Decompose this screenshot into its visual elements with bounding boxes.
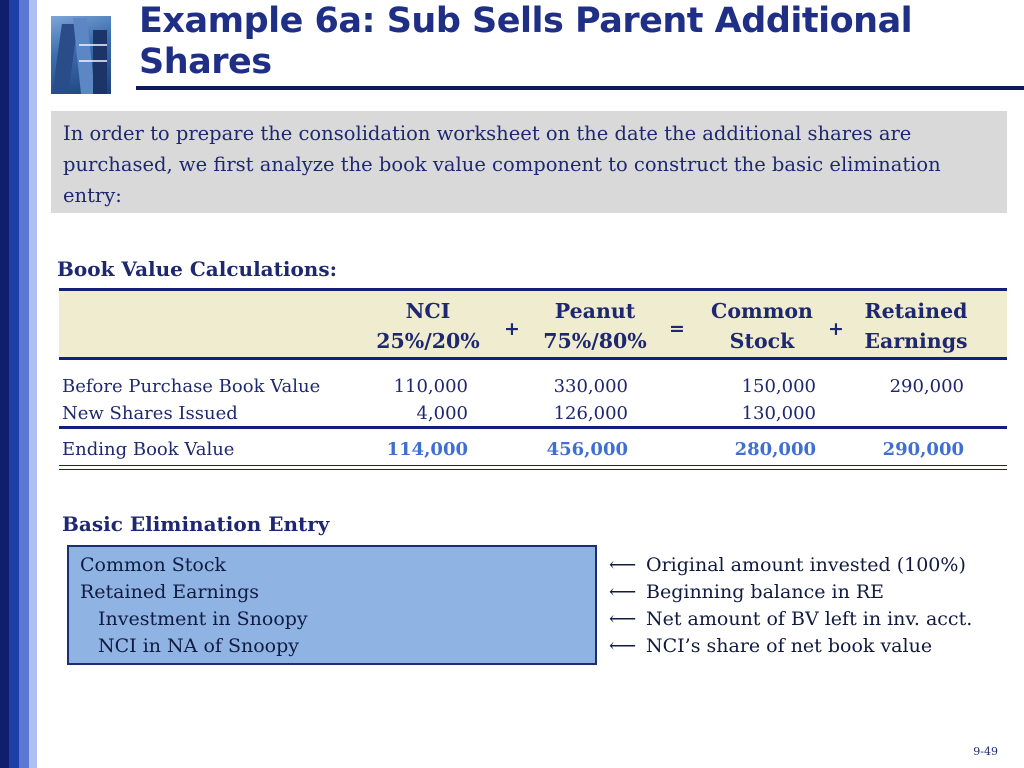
cell-before-retained: 290,000 [889, 376, 964, 397]
elimination-heading: Basic Elimination Entry [62, 512, 330, 536]
row-label-before-purchase: Before Purchase Book Value [62, 376, 321, 397]
col-header-peanut: Peanut 75%/80% [543, 299, 647, 353]
page-number: 9-49 [973, 745, 998, 758]
total-bottom-rule-2 [59, 469, 1007, 470]
table-header-rule [59, 357, 1007, 360]
cell-new-peanut: 126,000 [553, 403, 628, 424]
col-header-common-stock: Common Stock [711, 299, 813, 353]
cell-ending-retained: 290,000 [882, 439, 964, 460]
left-stripe-light [19, 0, 29, 768]
note-beginning-balance: Beginning balance in RE [646, 581, 885, 603]
note-nci-share: NCI’s share of net book value [646, 635, 933, 657]
col-header-nci: NCI 25%/20% [376, 299, 480, 353]
operator-equals: = [669, 318, 685, 340]
cell-before-common: 150,000 [741, 376, 816, 397]
cell-new-common: 130,000 [741, 403, 816, 424]
row-label-new-shares: New Shares Issued [62, 403, 238, 424]
cell-ending-nci: 114,000 [386, 439, 468, 460]
row-label-ending: Ending Book Value [62, 439, 235, 460]
cell-ending-peanut: 456,000 [546, 439, 628, 460]
left-stripe-medium [9, 0, 19, 768]
cell-new-nci: 4,000 [416, 403, 468, 424]
col-header-retained-earnings: Retained Earnings [864, 299, 968, 353]
total-bottom-rule-1 [59, 465, 1007, 466]
total-top-rule [59, 426, 1007, 429]
arrow-left-icon: ⟵ [609, 608, 637, 630]
slide-title: Example 6a: Sub Sells Parent Additional Shares [139, 1, 913, 82]
arrow-left-icon: ⟵ [609, 581, 637, 603]
entry-retained-earnings: Retained Earnings [80, 581, 260, 603]
operator-plus-2: + [828, 318, 844, 340]
arrow-left-icon: ⟵ [609, 554, 637, 576]
title-underline [136, 86, 1024, 90]
intro-text: In order to prepare the consolidation worksheet on the date the additional shares are purchased, we first analyze the book value component to construct the basic elimination entry: [51, 111, 1007, 213]
cell-before-peanut: 330,000 [553, 376, 628, 397]
entry-investment-in-snoopy: Investment in Snoopy [98, 608, 308, 630]
note-net-amount: Net amount of BV left in inv. acct. [646, 608, 973, 630]
cell-ending-common: 280,000 [734, 439, 816, 460]
left-stripe-dark [0, 0, 9, 768]
operator-plus-1: + [504, 318, 520, 340]
book-value-heading: Book Value Calculations: [57, 257, 337, 281]
entry-nci-in-na: NCI in NA of Snoopy [98, 635, 299, 657]
entry-common-stock: Common Stock [80, 554, 226, 576]
book-cover-image [51, 16, 111, 94]
left-stripe-pale [29, 0, 37, 768]
cell-before-nci: 110,000 [393, 376, 468, 397]
table-top-rule [59, 288, 1007, 291]
note-original-amount: Original amount invested (100%) [646, 554, 966, 576]
arrow-left-icon: ⟵ [609, 635, 637, 657]
